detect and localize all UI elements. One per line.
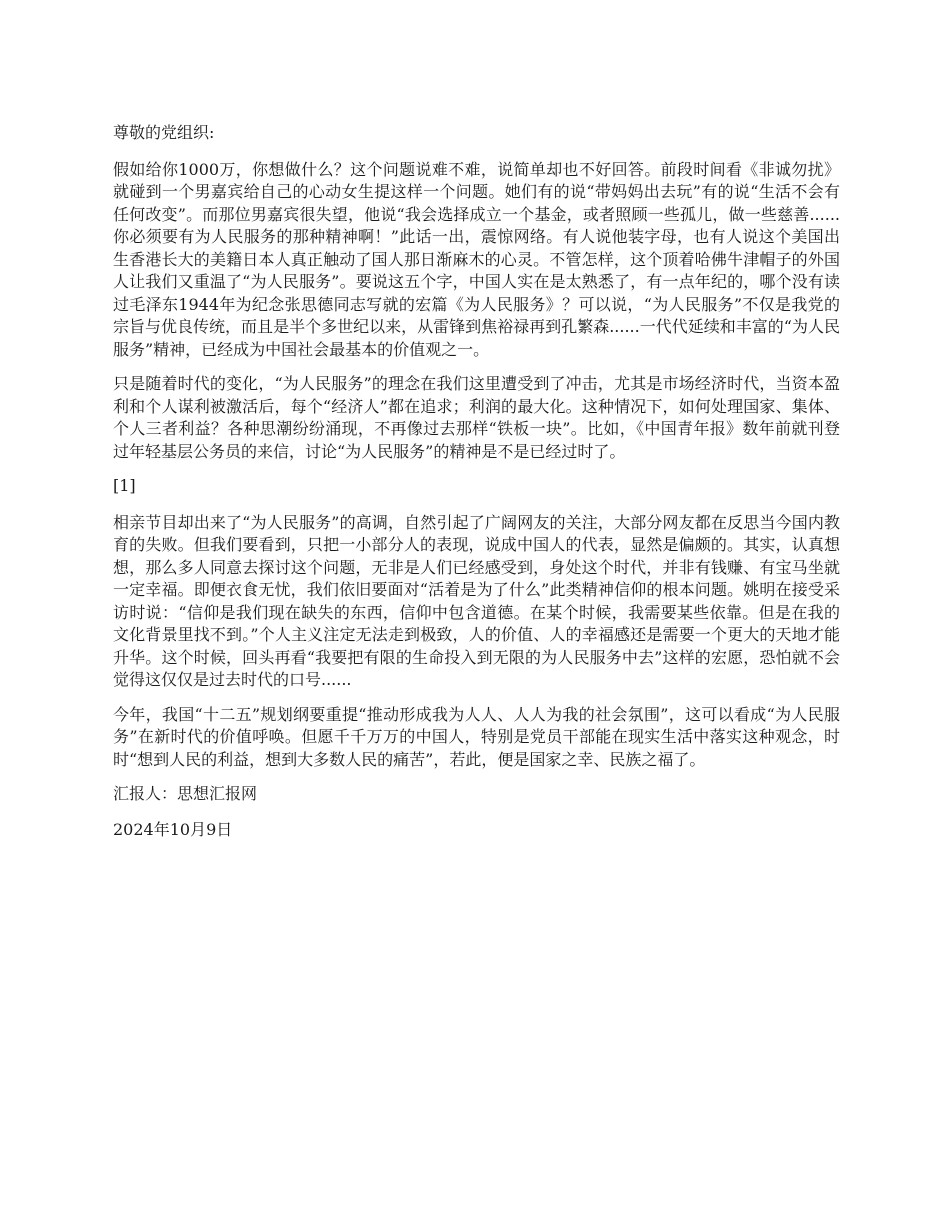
salutation: 尊敬的党组织: [113,123,215,142]
body-paragraph-1: 假如给你1000万，你想做什么？这个问题说难不难，说简单却也不好回答。前段时间看《非诚勿扰》就碰到一个男嘉宾给自己的心动女生提这样一个问题。她们有的说“带妈妈出去玩”有的说“生活不会有任何改变”。而那位男嘉宾很失望，他说“我会选择成立一个基金，或者照顾一些孤儿，做一些慈善......你必须要有为人民服务的那种精神啊！”此话一出，震惊网络。有人说他装字母，也有人说这个美国出生香港长大的美籍日本人真正触动了国人那日渐麻木的心灵。不管怎样，这个顶着哈佛牛津帽子的外国人让我们又重温了“为人民服务”。要说这五个字，中国人实在是太熟悉了，有一点年纪的，哪个没有读过毛泽东1944年为纪念张思德同志写就的宏篇《为人民服务》？可以说，“为人民服务”不仅是我党的宗旨与优良传统，而且是半个多世纪以来，从雷锋到焦裕禄再到孔繁森......一代代延续和丰富的“为人民服务”精神，已经成为中国社会最基本的价值观之一。 [113,159,840,359]
footnote-marker: [1] [113,476,136,495]
body-paragraph-3: 相亲节目却出来了“为人民服务”的高调，自然引起了广阔网友的关注，大部分网友都在反思当今国内教育的失败。但我们要看到，只把一小部分人的表现，说成中国人的代表，显然是偏颇的。其实，认真想想，那么多人同意去探讨这个问题，无非是人们已经感受到，身处这个时代，并非有钱赚、有宝马坐就一定幸福。即便衣食无忧，我们依旧要面对“活着是为了什么”此类精神信仰的根本问题。姚明在接受采访时说：“信仰是我们现在缺失的东西，信仰中包含道德。在某个时候，我需要某些依靠。但是在我的文化背景里找不到。”个人主义注定无法走到极致，人的价值、人的幸福感还是需要一个更大的天地才能升华。这个时候，回头再看“我要把有限的生命投入到无限的为人民服务中去”这样的宏愿，恐怕就不会觉得这仅仅是过去时代的口号...... [113,512,840,689]
body-paragraph-2: 只是随着时代的变化，“为人民服务”的理念在我们这里遭受到了冲击，尤其是市场经济时代，当资本盈利和个人谋利被激活后，每个“经济人”都在追求；利润的最大化。这种情况下，如何处理国家、集体、个人三者利益？各种思潮纷纷涌现，不再像过去那样“铁板一块”。比如，《中国青年报》数年前就刊登过年轻基层公务员的来信，讨论“为人民服务”的精神是不是已经过时了。 [113,374,840,461]
document-page [113,122,840,854]
report-date: 2024年10月9日 [113,819,233,839]
body-paragraph-4: 今年，我国“十二五”规划纲要重提“推动形成我为人人、人人为我的社会氛围”，这可以看成“为人民服务”在新时代的价值呼唤。但愿千千万万的中国人，特别是党员干部能在现实生活中落实这种观念，时时“想到人民的利益，想到大多数人民的痛苦”，若此，便是国家之幸、民族之福了。 [113,704,840,769]
reporter-signature: 汇报人：思想汇报网 [113,784,258,803]
